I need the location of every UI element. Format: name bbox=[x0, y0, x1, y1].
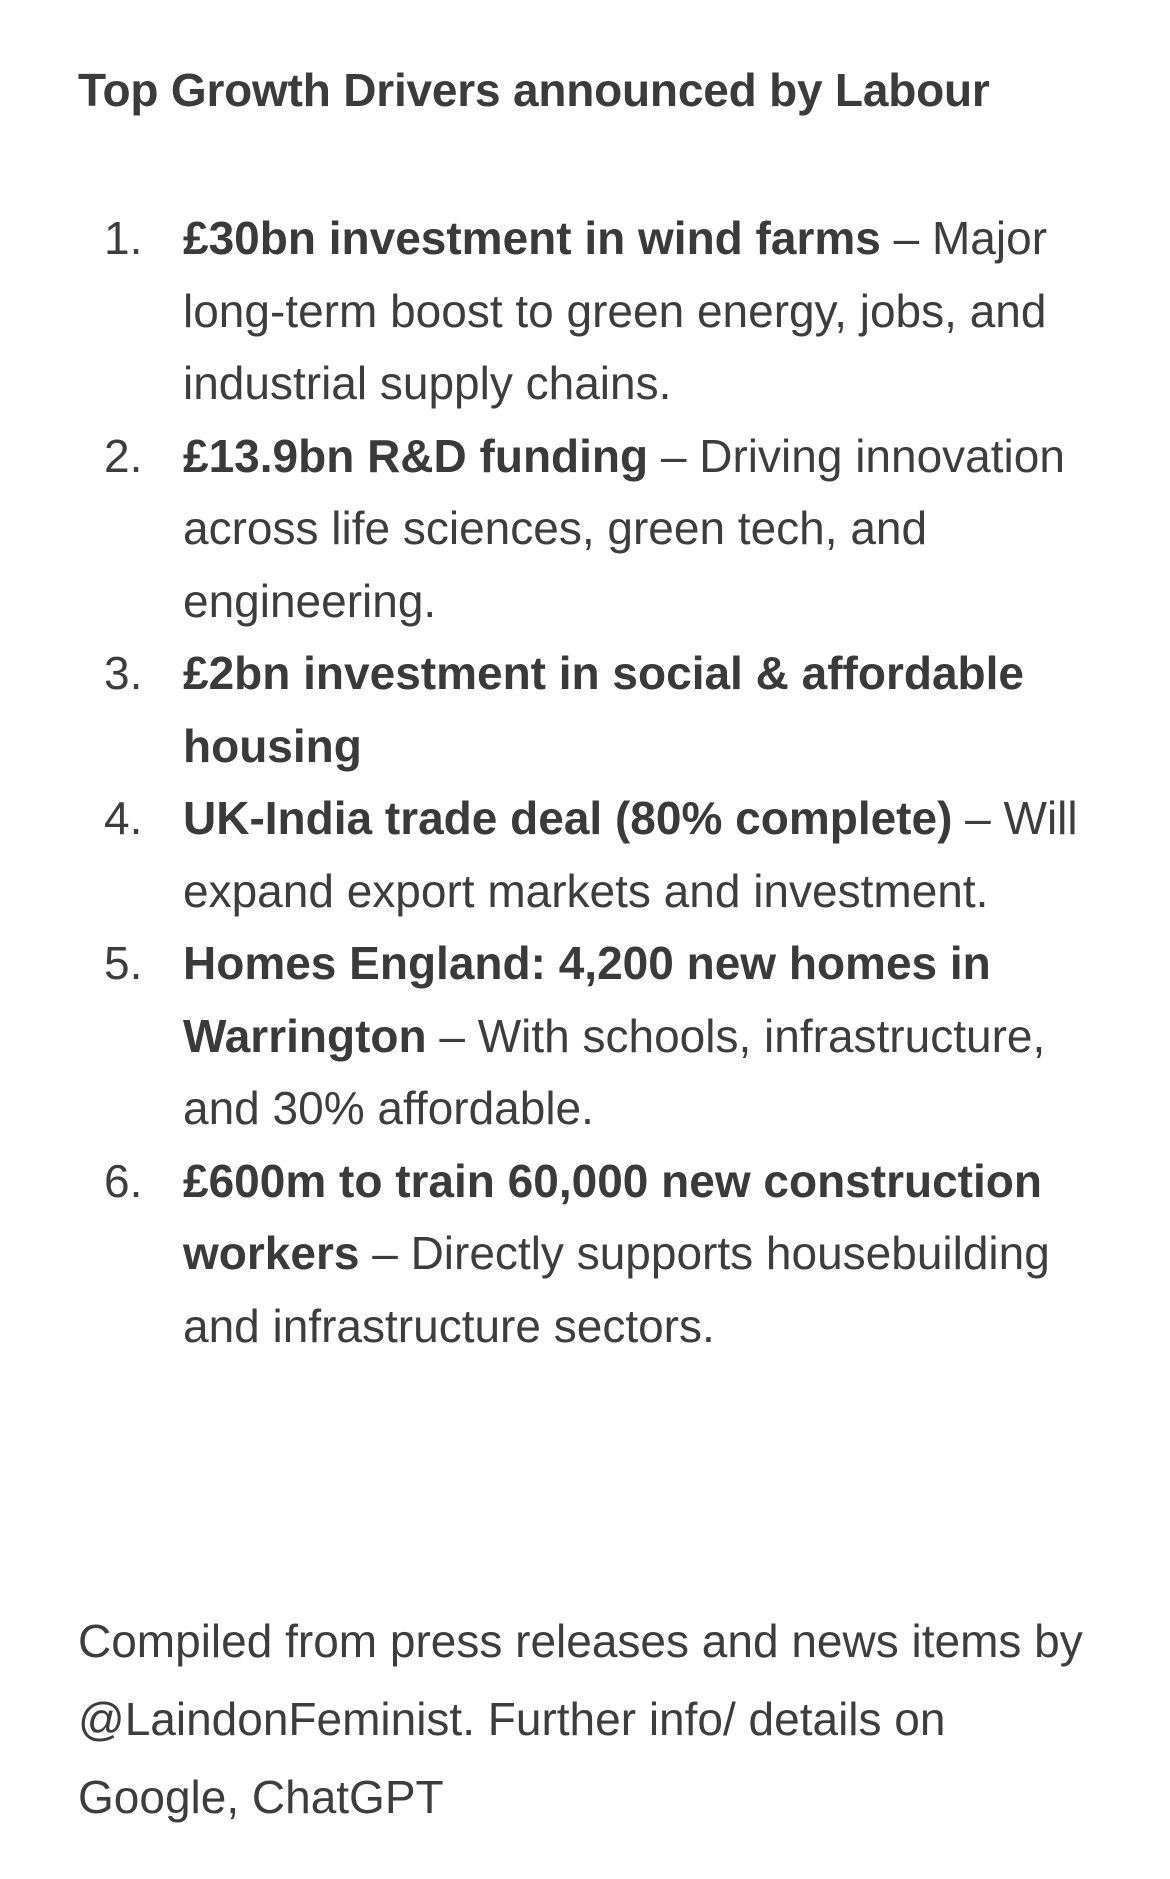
list-item bbox=[0, 420, 1170, 638]
list-item-detail: – Directly supports housebuilding and infrastructure sectors. bbox=[183, 1227, 1050, 1352]
list-item bbox=[0, 202, 1170, 420]
list-item-number: 5. bbox=[104, 937, 143, 989]
list-item-detail: – Major long-term boost to green energy, jobs, and industrial supply chains. bbox=[183, 212, 1048, 409]
list-item-detail: – Will expand export markets and investment. bbox=[183, 792, 1078, 917]
list-item-headline: £13.9bn R&D funding bbox=[183, 429, 649, 482]
list-item-number: 2. bbox=[104, 429, 143, 482]
list-item-detail: – Driving innovation across life sciences, green tech, and engineering. bbox=[183, 429, 1065, 627]
list-item-headline: £600m to train 60,000 new construction workers bbox=[183, 1154, 1042, 1279]
list-item-number: 3. bbox=[104, 647, 143, 699]
list-item-headline: Homes England: 4,200 new homes in Warrington bbox=[183, 937, 991, 1062]
page-title: Top Growth Drivers announced by Labour bbox=[78, 64, 990, 116]
list-item-headline: £30bn investment in wind farms bbox=[183, 212, 881, 264]
list-item bbox=[0, 782, 1170, 927]
growth-drivers-list bbox=[0, 202, 1170, 1362]
list-item-headline: UK-India trade deal (80% complete) bbox=[183, 792, 953, 844]
list-item bbox=[0, 927, 1170, 1145]
list-item-number: 1. bbox=[104, 212, 143, 264]
list-item bbox=[0, 1145, 1170, 1363]
list-item bbox=[0, 637, 1170, 782]
attribution-note: Compiled from press releases and news items by @LaindonFeminist. Further info/ details on Google, ChatGPT bbox=[78, 1615, 1083, 1823]
list-item-number: 6. bbox=[104, 1154, 143, 1207]
list-item-number: 4. bbox=[104, 792, 143, 844]
list-item-headline: £2bn investment in social & affordable housing bbox=[183, 647, 1024, 772]
list-item-detail: – With schools, infrastructure, and 30% affordable. bbox=[183, 1009, 1046, 1134]
